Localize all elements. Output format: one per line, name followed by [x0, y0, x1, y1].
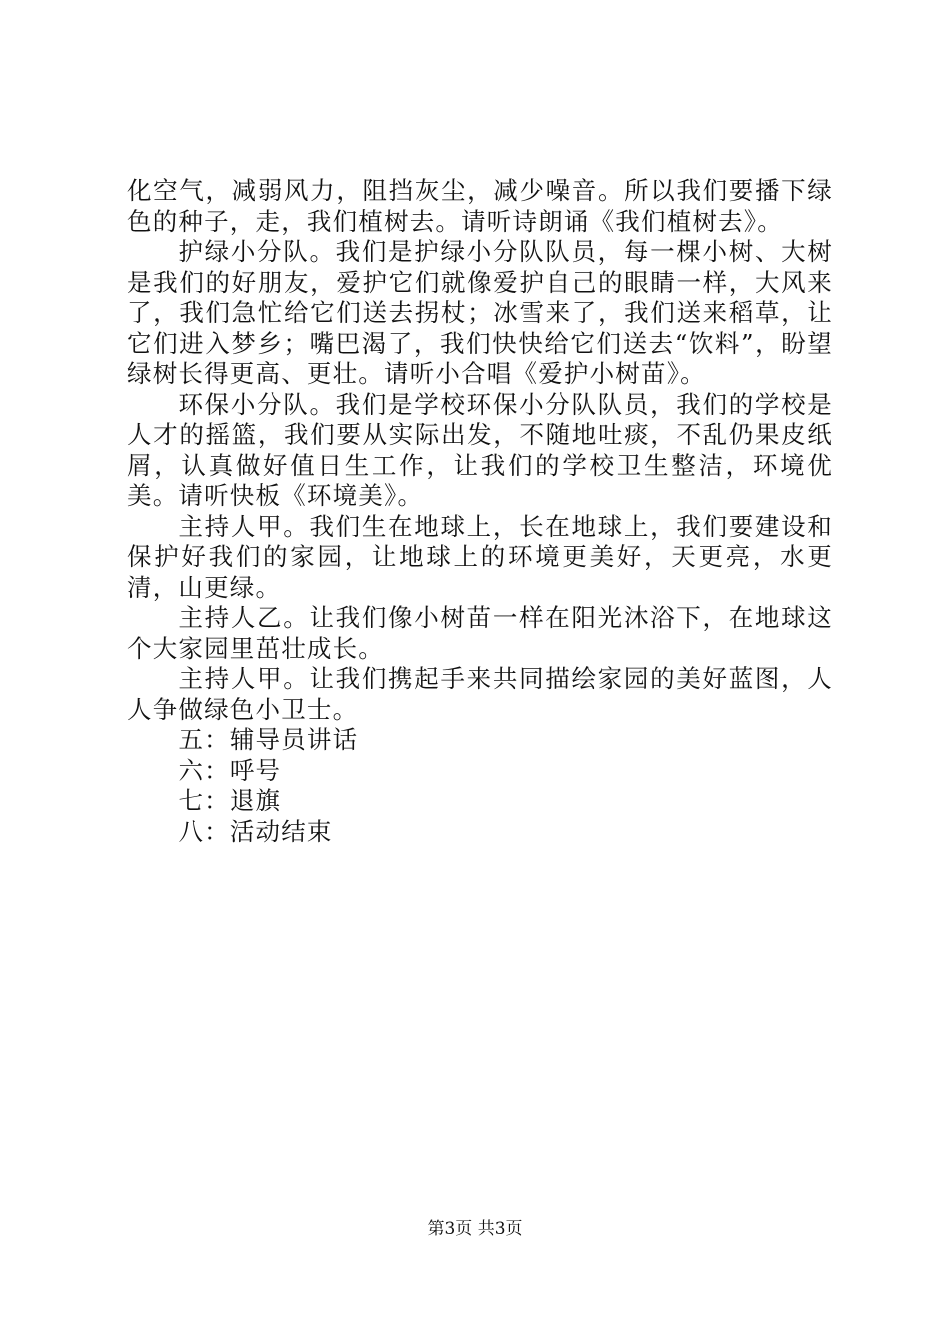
paragraph-host-a: 主持人甲。我们生在地球上，长在地球上，我们要建设和保护好我们的家园，让地球上的环境更美好，天更亮，水更清，山更绿。 — [127, 511, 833, 602]
document-body — [127, 176, 833, 847]
paragraph-eco-team: 环保小分队。我们是学校环保小分队队员，我们的学校是人才的摇篮，我们要从实际出发，不随地吐痰，不乱仍果皮纸屑，认真做好值日生工作，让我们的学校卫生整洁，环境优美。请听快板《环境美》。 — [127, 389, 833, 510]
page-number-footer: 第3页 共3页 — [427, 1219, 523, 1239]
list-item-activity-end: 八：活动结束 — [178, 816, 333, 846]
list-item-slogan: 六：呼号 — [178, 755, 282, 785]
list-item-flag-lowering: 七：退旗 — [178, 786, 282, 815]
paragraph-green-team: 护绿小分队。我们是护绿小分队队员，每一棵小树、大树是我们的好朋友，爱护它们就像爱护自己的眼睛一样，大风来了，我们急忙给它们送去拐杖；冰雪来了，我们送来稻草，让它们进入梦乡；嘴巴渴了，我们快快给它们送去“饮料”，盼望绿树长得更高、更壮。请听小合唱《爱护小树苗》。 — [127, 237, 833, 388]
paragraph-continuation: 化空气，减弱风力，阻挡灰尘，减少噪音。所以我们要播下绿色的种子，走，我们植树去。请听诗朗诵《我们植树去》。 — [127, 176, 833, 236]
paragraph-host-b: 主持人乙。让我们像小树苗一样在阳光沐浴下，在地球这个大家园里茁壮成长。 — [127, 603, 833, 663]
list-item-counselor-speech: 五：辅导员讲话 — [178, 725, 359, 754]
paragraph-host-a-closing: 主持人甲。让我们携起手来共同描绘家园的美好蓝图，人人争做绿色小卫士。 — [127, 664, 833, 724]
